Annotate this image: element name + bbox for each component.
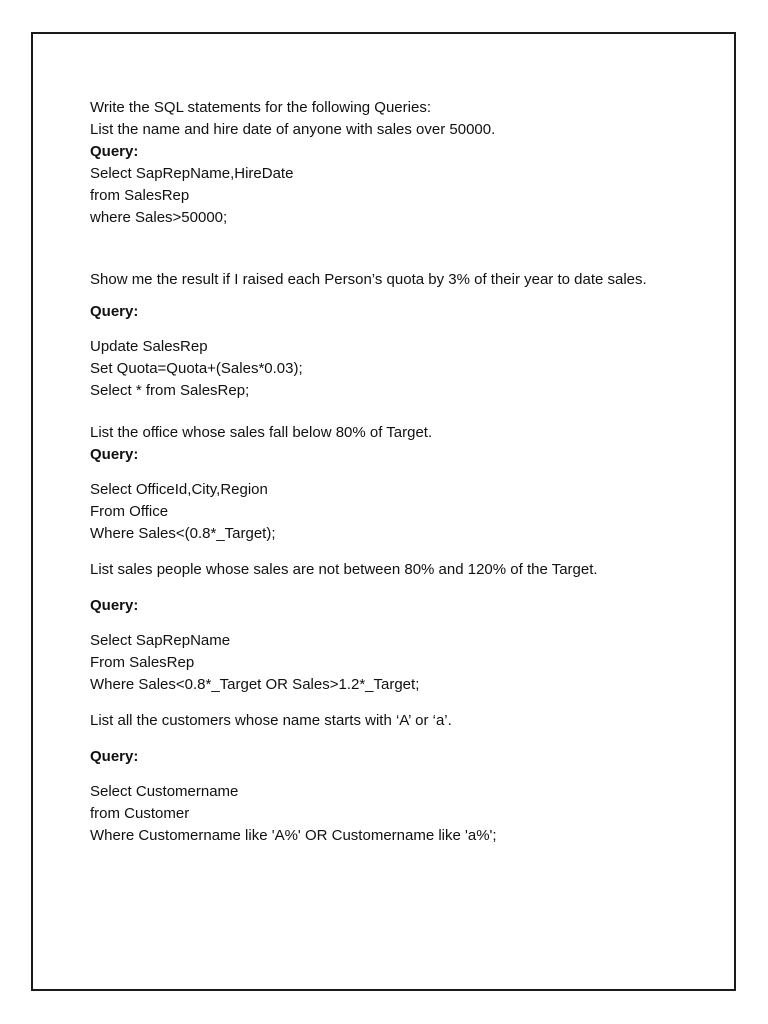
- intro-text: Write the SQL statements for the following Queries:: [90, 99, 431, 116]
- sql-line: Select * from SalesRep;: [90, 382, 250, 399]
- question-5: List all the customers whose name starts with ‘A’ or ‘a’.: [90, 712, 452, 729]
- sql-line: From Office: [90, 503, 169, 520]
- question-4: List sales people whose sales are not between 80% and 120% of the Target.: [90, 561, 598, 578]
- sql-line: Where Sales<(0.8*_Target);: [90, 525, 276, 542]
- sql-line: from SalesRep: [90, 187, 190, 204]
- question-3: List the office whose sales fall below 80% of Target.: [90, 424, 433, 441]
- query-label-4: Query:: [90, 597, 139, 614]
- sql-line: Where Customername like 'A%' OR Customername like 'a%';: [90, 827, 497, 844]
- sql-line: Select OfficeId,City,Region: [90, 481, 268, 498]
- sql-line: Select Customername: [90, 783, 239, 800]
- sql-line: Set Quota=Quota+(Sales*0.03);: [90, 360, 303, 377]
- query-label-1: Query:: [90, 143, 139, 160]
- question-1: List the name and hire date of anyone with sales over 50000.: [90, 121, 496, 138]
- sql-line: where Sales>50000;: [90, 209, 228, 226]
- sql-line: From SalesRep: [90, 654, 195, 671]
- sql-line: Select SapRepName,HireDate: [90, 165, 294, 182]
- query-label-5: Query:: [90, 748, 139, 765]
- query-label-3: Query:: [90, 446, 139, 463]
- question-2: Show me the result if I raised each Person’s quota by 3% of their year to date sales.: [90, 271, 647, 288]
- sql-line: Select SapRepName: [90, 632, 231, 649]
- query-label-2: Query:: [90, 303, 139, 320]
- document-body: [90, 97, 690, 847]
- sql-line: Update SalesRep: [90, 338, 208, 355]
- sql-line: Where Sales<0.8*_Target OR Sales>1.2*_Target;: [90, 676, 420, 693]
- sql-line: from Customer: [90, 805, 190, 822]
- document-page: [31, 32, 736, 991]
